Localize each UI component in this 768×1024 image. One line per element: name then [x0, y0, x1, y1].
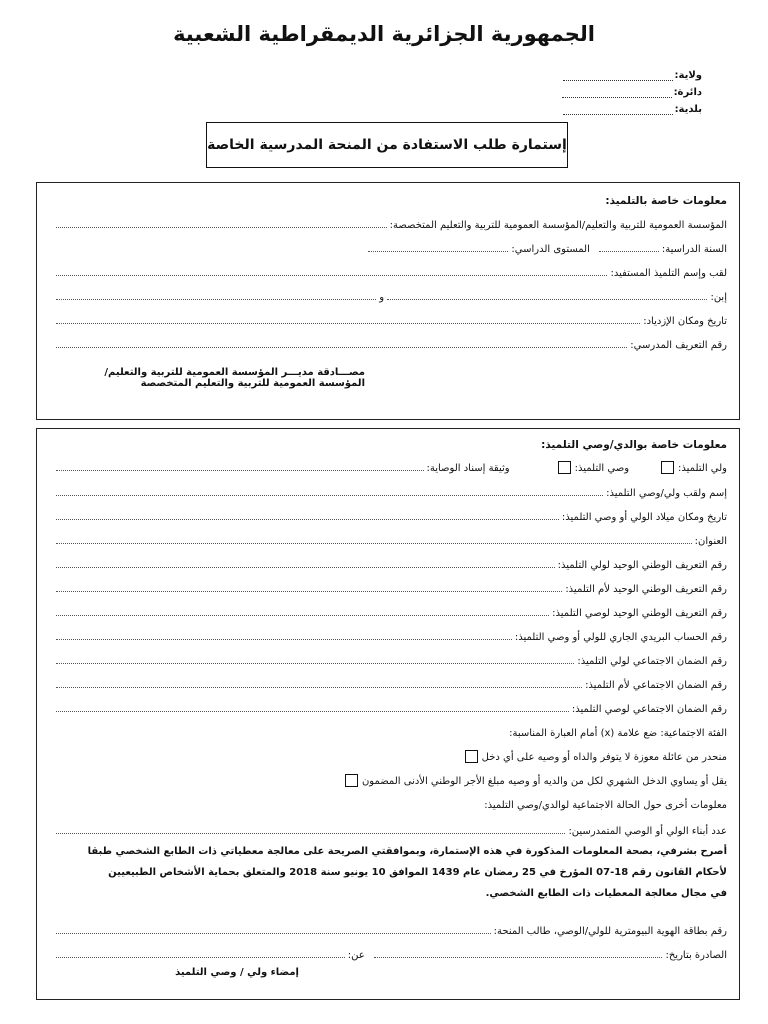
daira-field[interactable] — [562, 87, 672, 98]
nin-tutor-row: رقم التعريف الوطني الوحيد لوصي التلميذ: — [53, 601, 727, 619]
father-field[interactable] — [387, 298, 707, 300]
parent-name-row: إسم ولقب ولي/وصي التلميذ: — [53, 481, 727, 499]
son-of-row: إبن: و — [53, 285, 727, 303]
children-count-row: عدد أبناء الولي أو الوصي المتمدرسين: — [53, 819, 727, 837]
institution-field[interactable] — [56, 226, 387, 228]
parent-name-field[interactable] — [56, 494, 603, 496]
mother-field[interactable] — [56, 298, 376, 300]
nin-mother-row: رقم التعريف الوطني الوحيد لأم التلميذ: — [53, 577, 727, 595]
guardian-signature: إمضاء ولي / وصي التلميذ — [175, 967, 299, 978]
student-info-panel — [36, 182, 740, 420]
birth-row: تاريخ ومكان الإزدياد: — [53, 309, 727, 327]
director-approval: مصـــادقة مديـــر المؤسسة العمومية للتربية والتعليم/ المؤسسة العمومية للتربية والتعليم المتخصصة — [104, 367, 365, 389]
ss-mother-row: رقم الضمان الاجتماعي لأم التلميذ: — [53, 673, 727, 691]
declaration: أصرح بشرفي، بصحة المعلومات المذكورة في هذه الإستمارة، وبموافقتي الصريحة على معالجة معطياتي ذات الطابع الشخصي طبقا لأحكام القانون رقم 18-07 المؤرخ في 25 رمضان عام 1439 الموافق 10 يونيو سنة 2018 والمتعلق بحماية الأشخاص الطبيعيين في مجال معالجة المعطيات ذات الطابع الشخصي. — [87, 846, 727, 899]
ccp-field[interactable] — [56, 638, 512, 640]
baladiya-field[interactable] — [563, 104, 673, 115]
parent-heading: معلومات خاصة بوالدي/وصي التلميذ: — [541, 439, 727, 451]
baladiya-label: بلدية: — [674, 104, 702, 115]
nin-tutor-field[interactable] — [56, 614, 549, 616]
institution-row: المؤسسة العمومية للتربية والتعليم/المؤسسة العمومية للتربية والتعليم المتخصصة: — [53, 213, 727, 231]
ss-tutor-field[interactable] — [56, 710, 569, 712]
ss-guardian-row: رقم الضمان الاجتماعي لولي التلميذ: — [53, 649, 727, 667]
nin-guardian-field[interactable] — [56, 566, 555, 568]
ss-guardian-field[interactable] — [56, 662, 574, 664]
wilaya-label: ولاية: — [674, 70, 702, 81]
school-id-field[interactable] — [56, 346, 627, 348]
daira-line — [502, 81, 702, 98]
biometric-field[interactable] — [56, 932, 491, 934]
student-name-row: لقب وإسم التلميذ المستفيد: — [53, 261, 727, 279]
parent-birth-field[interactable] — [56, 518, 559, 520]
ccp-row: رقم الحساب البريدي الجاري للولي أو وصي التلميذ: — [53, 625, 727, 643]
guardianship-doc-field[interactable] — [56, 469, 424, 471]
option2-checkbox[interactable] — [345, 774, 358, 787]
address-field[interactable] — [56, 542, 692, 544]
school-id-row: رقم التعريف المدرسي: — [53, 333, 727, 351]
nin-mother-field[interactable] — [56, 590, 562, 592]
option1-row: منحدر من عائلة معوزة لا يتوفر والداه أو وصيه على أي دخل — [53, 745, 727, 763]
admin-info-block — [502, 64, 702, 115]
school-year-row: السنة الدراسية: المستوى الدراسي: — [53, 237, 727, 255]
wilaya-field[interactable] — [563, 70, 673, 81]
level-field[interactable] — [368, 250, 508, 252]
student-heading: معلومات خاصة بالتلميذ: — [605, 195, 727, 207]
social-category-row: الفئة الاجتماعية: ضع علامة (x) أمام العبارة المناسبة: — [509, 728, 727, 739]
wilaya-line — [502, 64, 702, 81]
school-year-field[interactable] — [599, 250, 659, 252]
guardian-tutor-checkbox[interactable] — [558, 461, 571, 474]
issued-by-field[interactable] — [56, 956, 345, 958]
page-title: الجمهورية الجزائرية الديمقراطية الشعبية — [173, 22, 595, 46]
ss-mother-field[interactable] — [56, 686, 582, 688]
option2-row: يقل أو يساوي الدخل الشهري لكل من والديه أو وصيه مبلغ الأجر الوطني الأدنى المضمون — [53, 769, 727, 787]
nin-guardian-row: رقم التعريف الوطني الوحيد لولي التلميذ: — [53, 553, 727, 571]
children-count-field[interactable] — [56, 832, 565, 834]
option1-checkbox[interactable] — [465, 750, 478, 763]
issued-row: الصادرة بتاريخ: عن: — [53, 943, 727, 961]
form-title: إستمارة طلب الاستفادة من المنحة المدرسية الخاصة — [206, 122, 568, 168]
birth-field[interactable] — [56, 322, 640, 324]
baladiya-line — [502, 98, 702, 115]
daira-label: دائرة: — [673, 87, 702, 98]
ss-tutor-row: رقم الضمان الاجتماعي لوصي التلميذ: — [53, 697, 727, 715]
student-name-field[interactable] — [56, 274, 607, 276]
parent-info-panel — [36, 428, 740, 1000]
other-info-row: معلومات أخرى حول الحالة الاجتماعية لوالدي/وصي التلميذ: — [484, 800, 727, 811]
parent-birth-row: تاريخ ومكان ميلاد الولي أو وصي التلميذ: — [53, 505, 727, 523]
issued-date-field[interactable] — [374, 956, 663, 958]
address-row: العنوان: — [53, 529, 727, 547]
guardian-type-row: ولي التلميذ: وصي التلميذ: وثيقة إسناد الوصاية: — [53, 456, 727, 474]
guardian-parent-checkbox[interactable] — [661, 461, 674, 474]
biometric-row: رقم بطاقة الهوية البيومترية للولي/الوصي، طالب المنحة: — [53, 919, 727, 937]
